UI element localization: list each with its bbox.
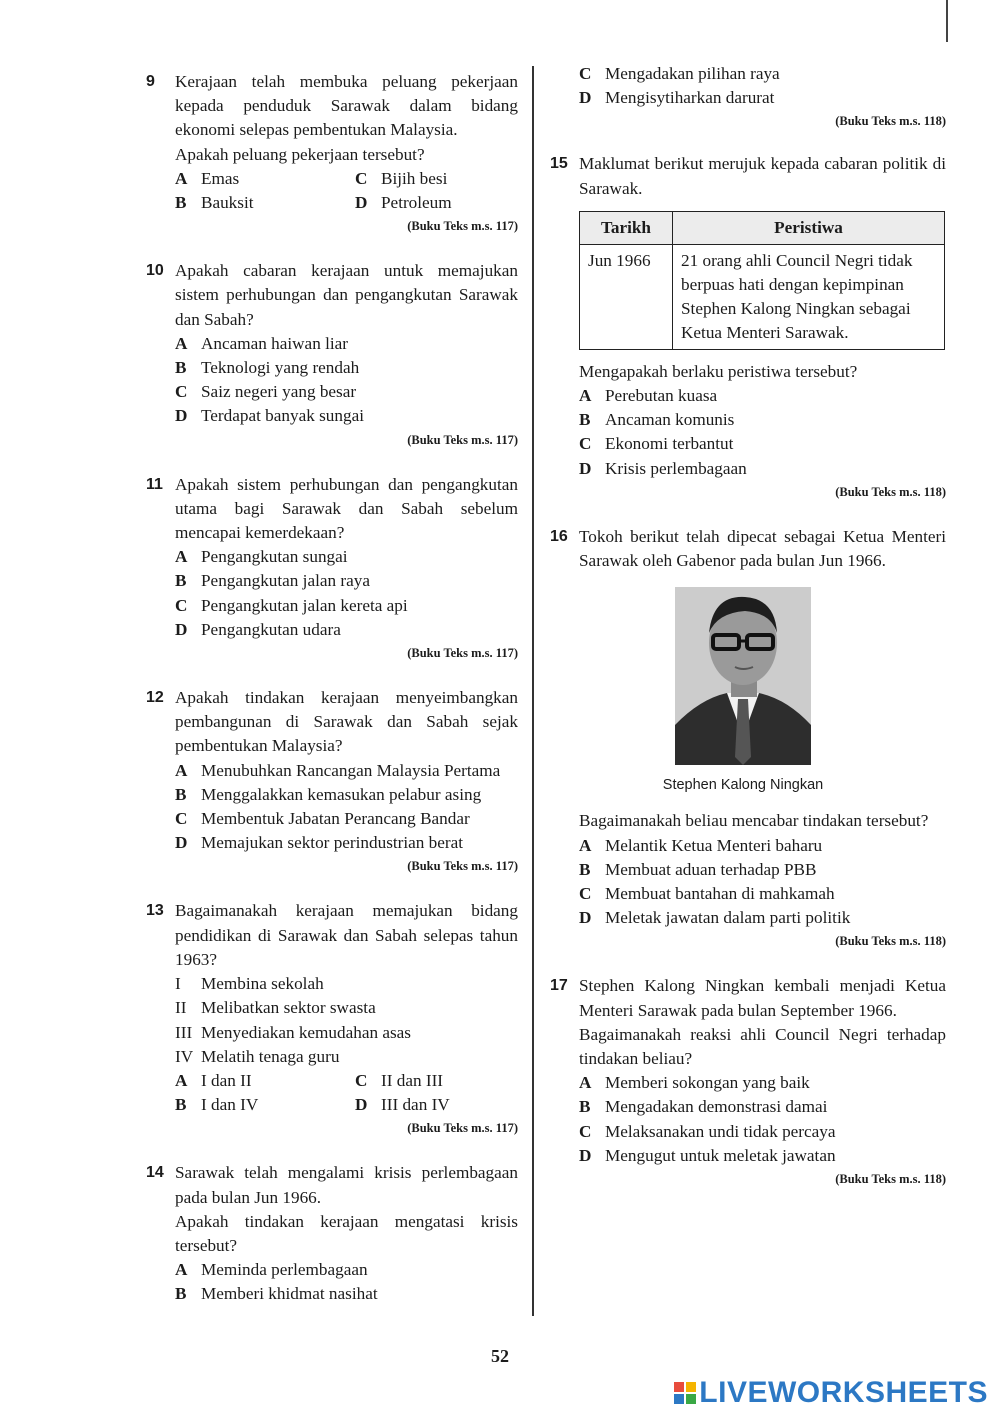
question-14 xyxy=(146,1161,518,1306)
question-number: 15 xyxy=(550,155,568,173)
question-number: 13 xyxy=(146,902,164,920)
question-text: Maklumat berikut merujuk kepada cabaran politik di Sarawak. xyxy=(579,154,946,198)
question-11 xyxy=(146,473,518,662)
option-d[interactable]: D Meletak jawatan dalam parti politik xyxy=(579,908,851,928)
option-b[interactable]: B Pengangkutan jalan raya xyxy=(175,571,370,591)
event-table xyxy=(579,211,945,350)
corner-mark xyxy=(946,0,948,42)
statement-list xyxy=(175,972,518,1069)
option-c[interactable]: C II dan III xyxy=(355,1070,444,1090)
option-b[interactable]: B Mengadakan demonstrasi damai xyxy=(579,1097,828,1117)
portrait-figure xyxy=(662,587,824,797)
question-16 xyxy=(550,525,946,951)
option-b[interactable]: B I dan IV xyxy=(175,1095,259,1115)
question-prompt: Apakah peluang pekerjaan tersebut? xyxy=(175,144,425,164)
table-cell-date: Jun 1966 xyxy=(580,244,673,349)
question-14-continued xyxy=(550,62,946,130)
question-prompt: Bagaimanakah beliau mencabar tindakan tersebut? xyxy=(579,811,929,831)
statement-i: I Membina sekolah xyxy=(175,974,324,994)
option-a[interactable]: A Melantik Ketua Menteri baharu xyxy=(579,835,823,855)
question-17 xyxy=(550,974,946,1188)
question-text: Apakah cabaran kerajaan untuk memajukan sistem perhubungan dan pengangkutan Sarawak dan Sabah? xyxy=(175,261,518,329)
option-a[interactable]: A Perebutan kuasa xyxy=(579,386,718,406)
option-a[interactable]: A Memberi sokongan yang baik xyxy=(579,1073,810,1093)
question-text: Bagaimanakah kerajaan memajukan bidang pendidikan di Sarawak dan Sabah selepas tahun 1963? xyxy=(175,901,518,969)
question-text: Sarawak telah mengalami krisis perlembagaan pada bulan Jun 1966. xyxy=(175,1163,518,1207)
portrait-photo xyxy=(675,587,811,765)
option-b[interactable]: B Memberi khidmat nasihat xyxy=(175,1284,378,1304)
question-number: 10 xyxy=(146,262,164,280)
option-d[interactable]: D Krisis perlembagaan xyxy=(579,458,747,478)
question-number: 11 xyxy=(146,475,163,493)
question-9 xyxy=(146,70,518,235)
question-15 xyxy=(550,152,946,500)
option-b[interactable]: B Bauksit xyxy=(175,193,254,213)
question-number: 12 xyxy=(146,689,164,707)
option-c[interactable]: C Saiz negeri yang besar xyxy=(175,382,357,402)
option-a[interactable]: A Emas xyxy=(175,168,240,188)
table-row xyxy=(580,244,945,349)
question-12 xyxy=(146,686,518,875)
option-b[interactable]: B Ancaman komunis xyxy=(579,410,735,430)
textbook-reference: (Buku Teks m.s. 117) xyxy=(407,432,518,447)
textbook-reference: (Buku Teks m.s. 117) xyxy=(407,646,518,661)
question-text: Apakah sistem perhubungan dan pengangkutan utama bagi Sarawak dan Sabah sebelum mencapai kemerdekaan? xyxy=(175,474,518,543)
right-column xyxy=(550,62,946,1212)
option-c[interactable]: C Mengadakan pilihan raya xyxy=(579,64,780,83)
question-prompt: Bagaimanakah reaksi ahli Council Negri terhadap tindakan beliau? xyxy=(579,1024,946,1069)
textbook-reference: (Buku Teks m.s. 118) xyxy=(835,114,946,129)
question-10 xyxy=(146,259,518,448)
table-header-date: Tarikh xyxy=(580,211,673,244)
option-b[interactable]: B Membuat aduan terhadap PBB xyxy=(579,859,817,879)
question-number: 17 xyxy=(550,977,568,995)
left-column xyxy=(146,70,518,1331)
option-d[interactable]: D Mengugut untuk meletak jawatan xyxy=(579,1145,836,1165)
statement-iv: IV Melatih tenaga guru xyxy=(175,1046,340,1066)
question-text: Apakah tindakan kerajaan menyeimbangkan pembangunan di Sarawak dan Sabah sejak pembentukan Malaysia? xyxy=(175,688,518,756)
liveworksheets-watermark[interactable] xyxy=(674,1376,988,1410)
textbook-reference: (Buku Teks m.s. 117) xyxy=(407,859,518,874)
question-13 xyxy=(146,899,518,1137)
option-c[interactable]: C Membuat bantahan di mahkamah xyxy=(579,884,835,904)
question-number: 9 xyxy=(146,73,155,90)
option-d[interactable]: D Mengisytiharkan darurat xyxy=(579,88,775,108)
textbook-reference: (Buku Teks m.s. 117) xyxy=(407,219,518,234)
page-number: 52 xyxy=(491,1346,509,1366)
question-number: 16 xyxy=(550,527,568,545)
question-prompt: Mengapakah berlaku peristiwa tersebut? xyxy=(579,361,858,381)
column-divider xyxy=(532,66,534,1316)
table-cell-event: 21 orang ahli Council Negri tidak berpuas hati dengan kepimpinan Stephen Kalong Ningkan sebagai Ketua Menteri Sarawak. xyxy=(673,244,945,349)
option-d[interactable]: D III dan IV xyxy=(355,1095,450,1115)
answer-options xyxy=(175,1069,518,1117)
question-text: Stephen Kalong Ningkan kembali menjadi Ketua Menteri Sarawak pada bulan September 1966. xyxy=(579,976,946,1020)
textbook-reference: (Buku Teks m.s. 118) xyxy=(835,934,946,949)
option-a[interactable]: A Menubuhkan Rancangan Malaysia Pertama xyxy=(175,760,501,780)
option-c[interactable]: C Ekonomi terbantut xyxy=(579,434,734,454)
option-d[interactable]: D Pengangkutan udara xyxy=(175,619,341,639)
table-header-event: Peristiwa xyxy=(673,211,945,244)
question-text: Tokoh berikut telah dipecat sebagai Ketua Menteri Sarawak oleh Gabenor pada bulan Jun 1966. xyxy=(579,526,946,571)
option-c[interactable]: C Melaksanakan undi tidak percaya xyxy=(579,1121,836,1141)
textbook-reference: (Buku Teks m.s. 118) xyxy=(835,484,946,499)
liveworksheets-logo-icon xyxy=(674,1382,696,1404)
question-prompt: Apakah tindakan kerajaan mengatasi krisis tersebut? xyxy=(175,1211,518,1255)
option-a[interactable]: A Pengangkutan sungai xyxy=(175,547,348,567)
statement-ii: II Melibatkan sektor swasta xyxy=(175,998,376,1018)
option-a[interactable]: A Ancaman haiwan liar xyxy=(175,333,348,353)
option-d[interactable]: D Memajukan sektor perindustrian berat xyxy=(175,833,464,853)
option-b[interactable]: B Teknologi yang rendah xyxy=(175,358,360,378)
option-c[interactable]: C Bijih besi xyxy=(355,168,448,188)
watermark-text: LIVEWORKSHEETS xyxy=(699,1376,988,1409)
option-c[interactable]: C Membentuk Jabatan Perancang Bandar xyxy=(175,809,470,829)
textbook-reference: (Buku Teks m.s. 118) xyxy=(835,1172,946,1187)
option-c[interactable]: C Pengangkutan jalan kereta api xyxy=(175,595,408,615)
option-d[interactable]: D Petroleum xyxy=(355,193,452,213)
answer-options xyxy=(175,167,518,215)
photo-caption: Stephen Kalong Ningkan xyxy=(662,777,824,794)
option-a[interactable]: A I dan II xyxy=(175,1070,252,1090)
option-b[interactable]: B Menggalakkan kemasukan pelabur asing xyxy=(175,784,482,804)
statement-iii: III Menyediakan kemudahan asas xyxy=(175,1022,411,1042)
question-text: Kerajaan telah membuka peluang pekerjaan kepada penduduk Sarawak dalam bidang ekonomi selepas pembentukan Malaysia. xyxy=(175,72,518,140)
textbook-reference: (Buku Teks m.s. 117) xyxy=(407,1121,518,1136)
option-a[interactable]: A Meminda perlembagaan xyxy=(175,1260,368,1280)
option-d[interactable]: D Terdapat banyak sungai xyxy=(175,406,364,426)
question-number: 14 xyxy=(146,1164,164,1182)
